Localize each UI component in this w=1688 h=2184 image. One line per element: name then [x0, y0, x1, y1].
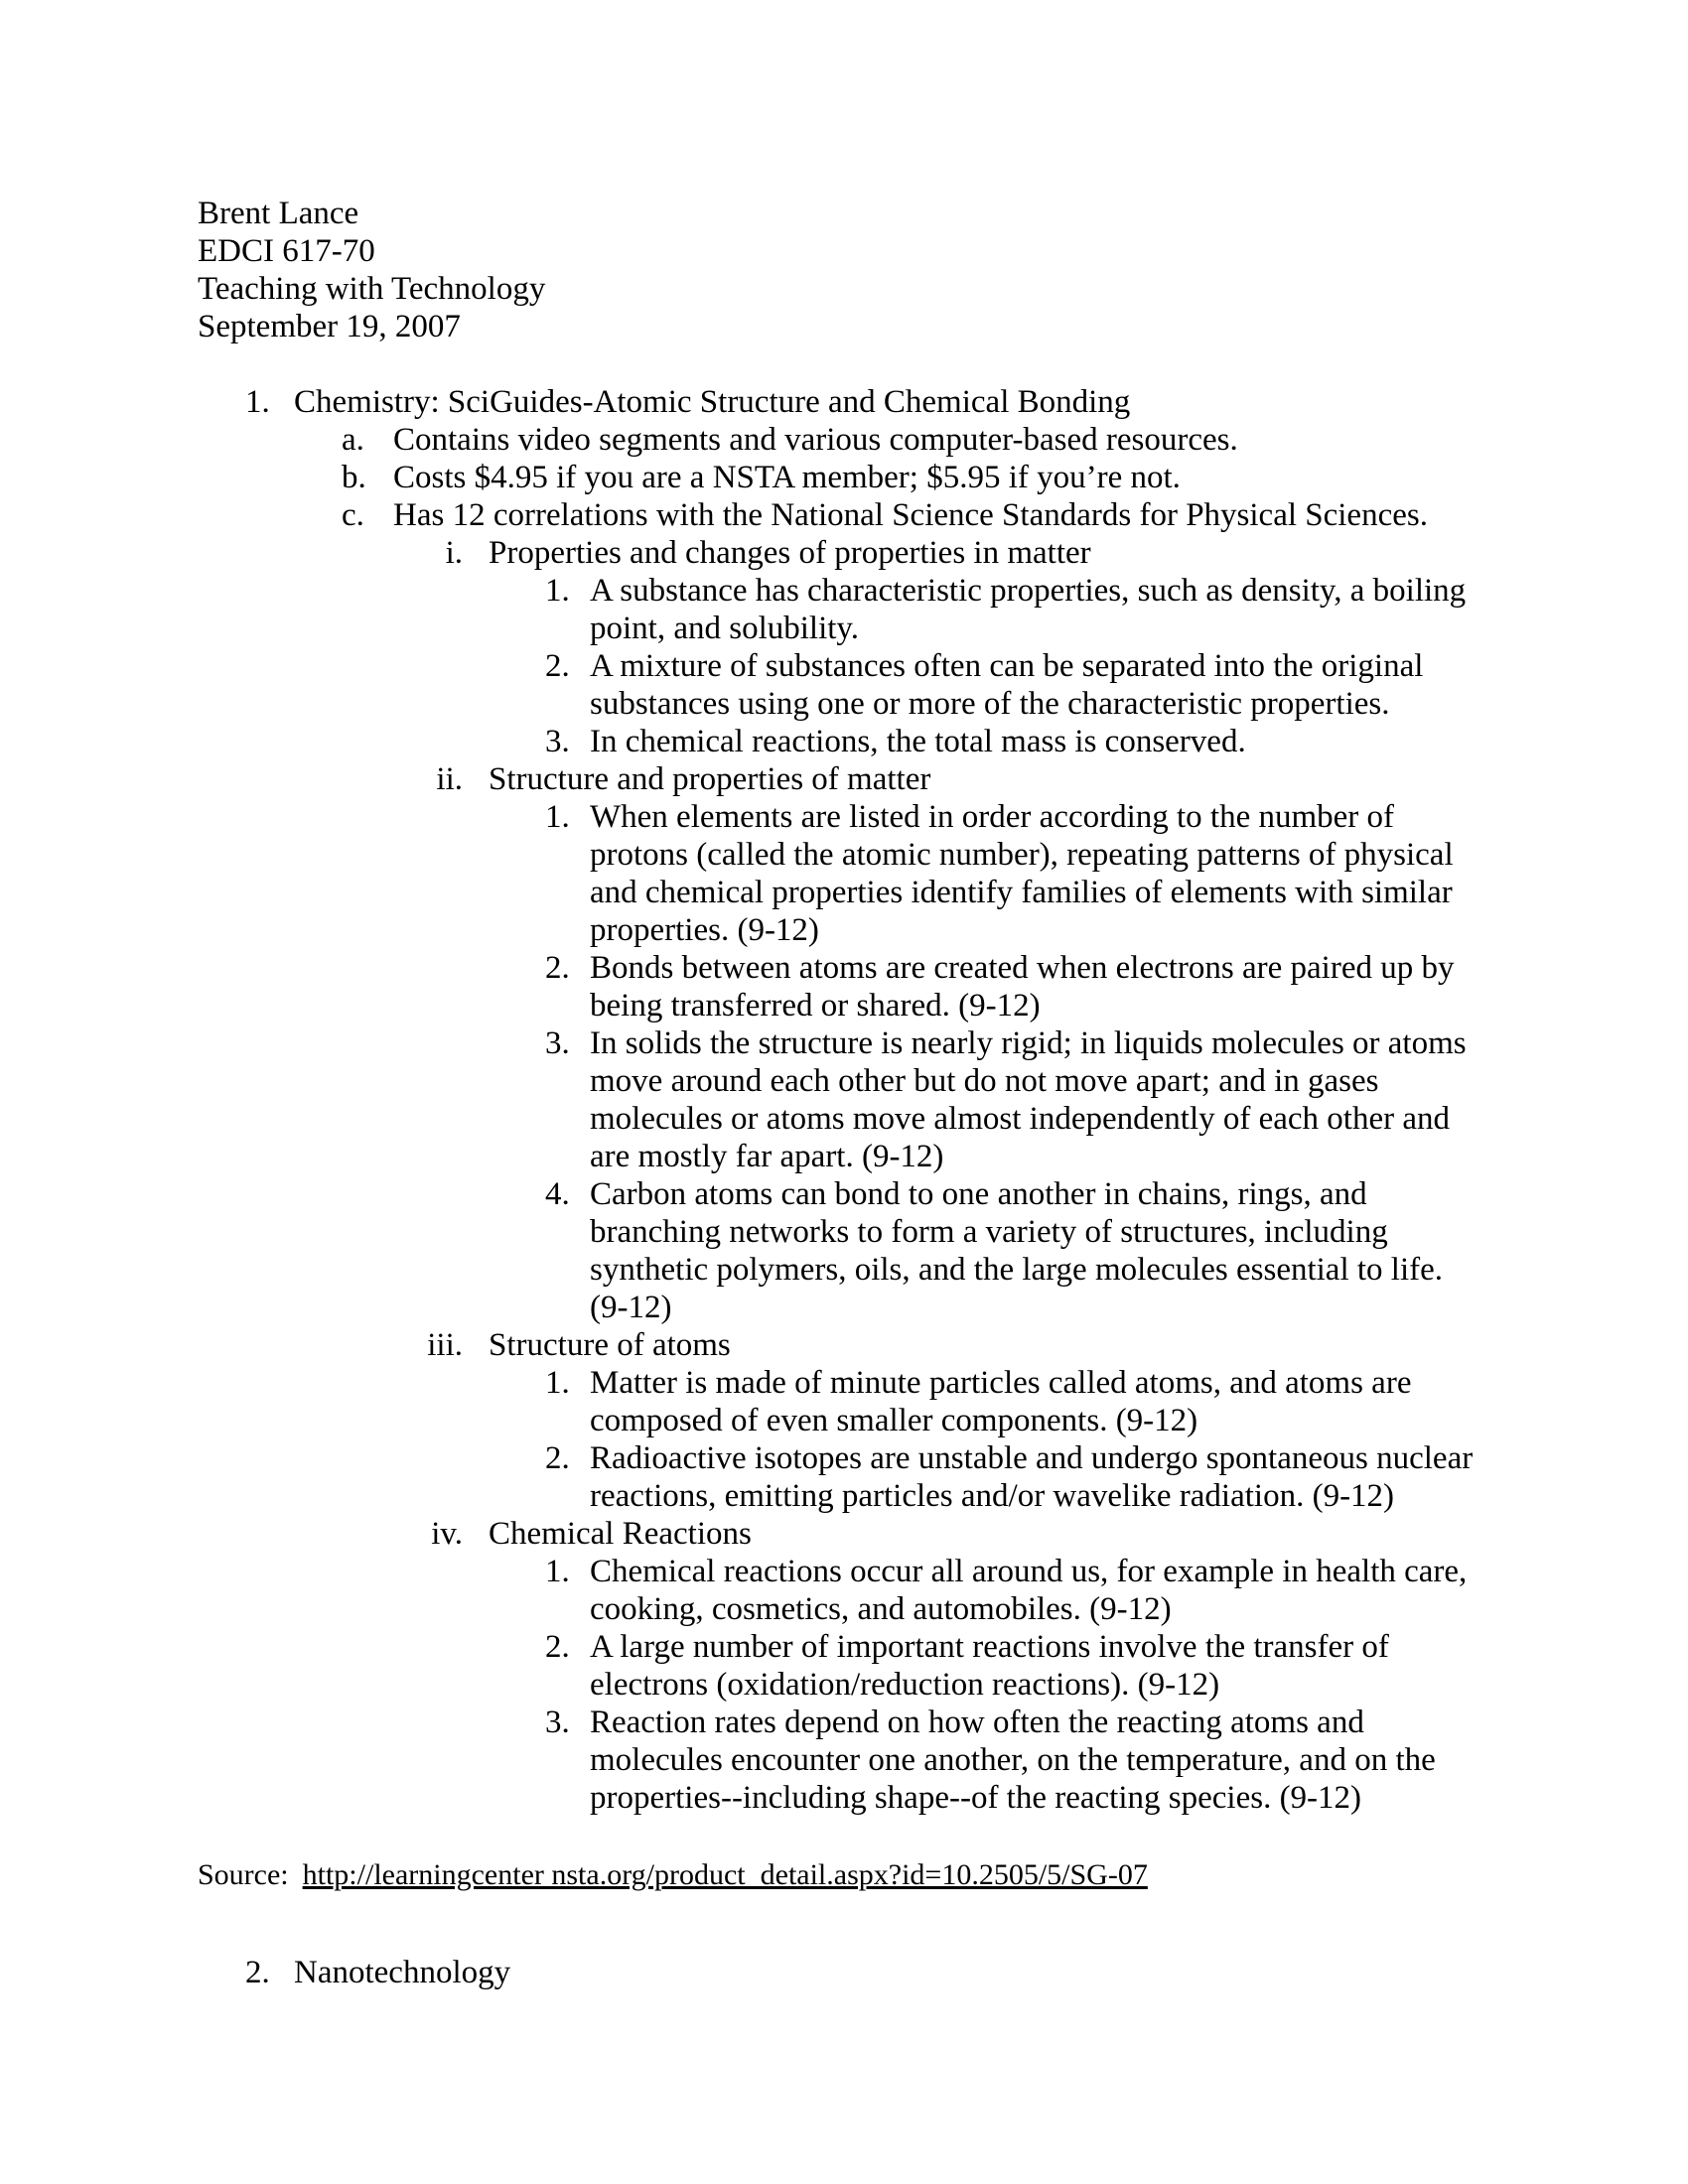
outline-item	[198, 572, 1480, 647]
author-line: Brent Lance	[198, 196, 359, 231]
list-item-text: A substance has characteristic properties, such as density, a boiling point, and solubility.	[590, 573, 1467, 646]
list-marker: ii.	[436, 761, 463, 797]
outline-item	[198, 1553, 1480, 1628]
outline-item	[198, 798, 1480, 949]
outline-item	[198, 1954, 1480, 1991]
list-item-text: In chemical reactions, the total mass is conserved.	[590, 724, 1246, 759]
list-item-text: Structure and properties of matter	[489, 761, 931, 797]
list-marker: 2.	[545, 1629, 570, 1665]
list-marker: 4.	[545, 1176, 570, 1212]
list-item-text: Has 12 correlations with the National Science Standards for Physical Sciences.	[393, 497, 1428, 533]
outline-item	[198, 1364, 1480, 1439]
outline-item	[198, 459, 1480, 496]
list-item-text: Carbon atoms can bond to one another in chains, rings, and branching networks to form a variety of structures, including synthetic polymers, oils, and the large molecules essential to life. (9-12)	[590, 1176, 1444, 1325]
outline-item	[198, 760, 1480, 798]
list-marker: iii.	[427, 1327, 463, 1363]
list-marker: 2.	[245, 1955, 270, 1990]
list-item-text: When elements are listed in order according to the number of protons (called the atomic number), repeating patterns of physical and chemical properties identify families of elements with similar properties. (9-12)	[590, 799, 1454, 948]
outline-item	[198, 1024, 1480, 1175]
list-item-text: Chemistry: SciGuides-Atomic Structure and Chemical Bonding	[294, 384, 1131, 420]
list-marker: c.	[342, 497, 364, 533]
outline-item	[198, 1326, 1480, 1364]
list-marker: 2.	[545, 1440, 570, 1476]
list-marker: 1.	[245, 384, 270, 420]
list-item-text: A mixture of substances often can be separated into the original substances using one or more of the characteristic properties.	[590, 648, 1424, 722]
list-marker: 3.	[545, 724, 570, 759]
source-label: Source:	[198, 1858, 289, 1891]
list-marker: 1.	[545, 1365, 570, 1401]
list-item-text: Chemical Reactions	[489, 1516, 752, 1552]
list-item-text: Matter is made of minute particles called atoms, and atoms are composed of even smaller components. (9-12)	[590, 1365, 1412, 1438]
outline-item	[198, 1704, 1480, 1817]
outline-item	[198, 534, 1480, 572]
list-item-text: Reaction rates depend on how often the reacting atoms and molecules encounter one another, on the temperature, and on the properties--including shape--of the reacting species. (9-12)	[590, 1705, 1436, 1816]
outline-item	[198, 1628, 1480, 1704]
outline-item	[198, 723, 1480, 760]
list-item-text: Properties and changes of properties in matter	[489, 535, 1091, 571]
list-marker: 3.	[545, 1705, 570, 1740]
course-title-line: Teaching with Technology	[198, 271, 546, 307]
list-marker: a.	[342, 422, 364, 458]
date-line: September 19, 2007	[198, 309, 461, 344]
list-item-text: Structure of atoms	[489, 1327, 731, 1363]
list-item-text: Nanotechnology	[294, 1955, 511, 1990]
list-marker: b.	[342, 460, 366, 495]
outline-list	[198, 383, 1480, 1817]
list-marker: 3.	[545, 1025, 570, 1061]
list-item-text: A large number of important reactions involve the transfer of electrons (oxidation/reduction reactions). (9-12)	[590, 1629, 1389, 1703]
outline-item	[198, 1515, 1480, 1553]
outline-item	[198, 496, 1480, 534]
course-number-line: EDCI 617-70	[198, 233, 375, 269]
list-marker: i.	[445, 535, 463, 571]
outline-item	[198, 1175, 1480, 1326]
document-header	[198, 195, 1480, 345]
list-item-text: In solids the structure is nearly rigid; in liquids molecules or atoms move around each other but do not move apart; and in gases molecules or atoms move almost independently of each other and are mostly far apart. (9-12)	[590, 1025, 1467, 1174]
source-url-link[interactable]: http://learningcenter nsta.org/product_detail.aspx?id=10.2505/5/SG-07	[302, 1858, 1148, 1891]
list-item-text: Chemical reactions occur all around us, for example in health care, cooking, cosmetics, and automobiles. (9-12)	[590, 1554, 1468, 1627]
list-item-text: Costs $4.95 if you are a NSTA member; $5.95 if you’re not.	[393, 460, 1181, 495]
list-marker: 1.	[545, 1554, 570, 1589]
document-page	[198, 195, 1480, 1991]
list-item-text: Radioactive isotopes are unstable and undergo spontaneous nuclear reactions, emitting particles and/or wavelike radiation. (9-12)	[590, 1440, 1474, 1514]
list-item-text: Bonds between atoms are created when electrons are paired up by being transferred or shared. (9-12)	[590, 950, 1455, 1024]
source-line	[198, 1856, 1480, 1894]
outline-item	[198, 383, 1480, 421]
outline-item	[198, 949, 1480, 1024]
outline-item	[198, 1439, 1480, 1515]
outline-list-continued	[198, 1954, 1480, 1991]
list-marker: iv.	[431, 1516, 463, 1552]
outline-item	[198, 647, 1480, 723]
list-item-text: Contains video segments and various computer-based resources.	[393, 422, 1238, 458]
outline-item	[198, 421, 1480, 459]
list-marker: 1.	[545, 799, 570, 835]
list-marker: 1.	[545, 573, 570, 609]
list-marker: 2.	[545, 950, 570, 986]
list-marker: 2.	[545, 648, 570, 684]
